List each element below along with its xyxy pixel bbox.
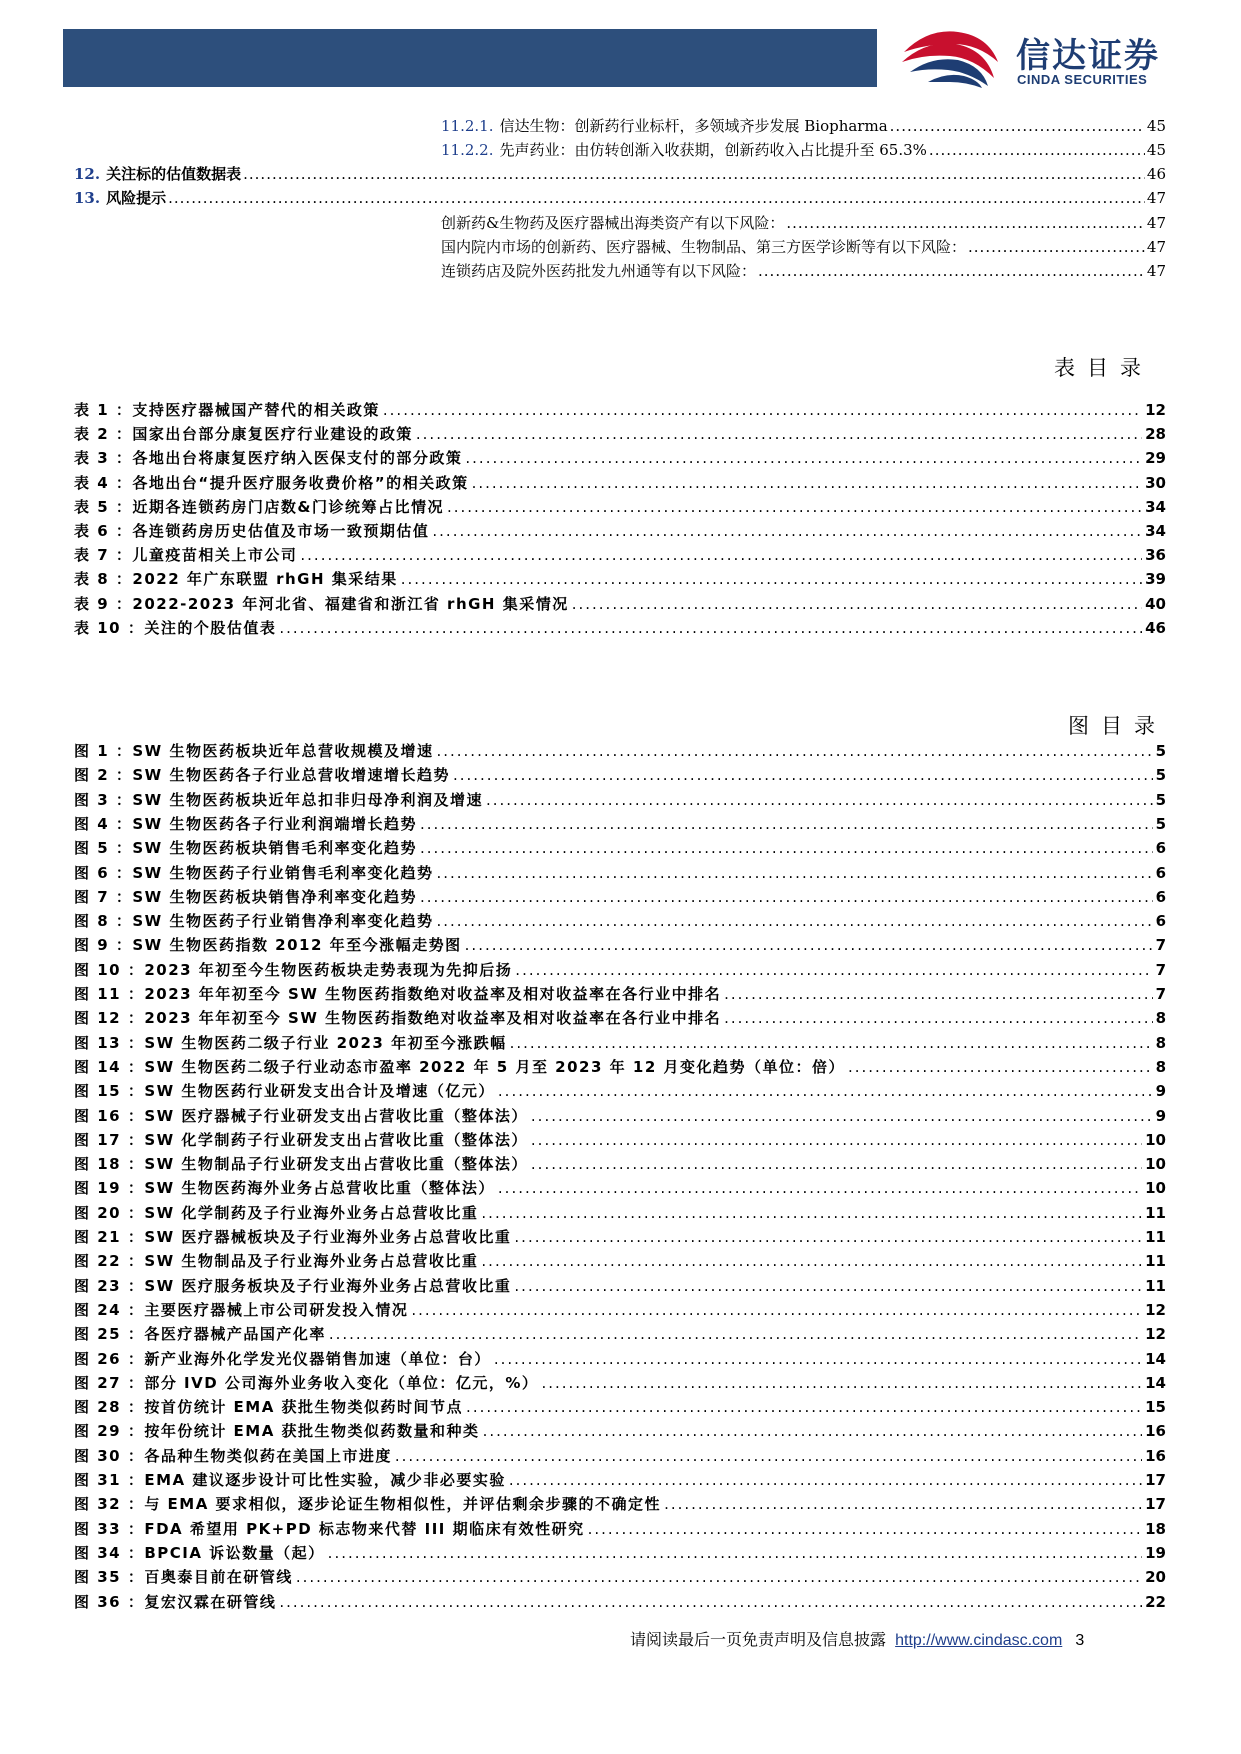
- list-item-label: 图 12 ：2023 年年初至今 SW 生物医药指数绝对收益率及相对收益率在各行业中排名: [74, 1009, 722, 1028]
- list-item-page: 11: [1145, 1203, 1166, 1222]
- list-item-label: 图 19 ：SW 生物医药海外业务占总营收比重（整体法）: [74, 1179, 495, 1198]
- list-item-label: 图 20 ：SW 化学制药及子行业海外业务占总营收比重: [74, 1203, 479, 1222]
- figure-list-item[interactable]: [74, 1519, 1166, 1541]
- figure-list-item[interactable]: [74, 1397, 1166, 1419]
- figure-list-item[interactable]: [74, 741, 1166, 763]
- list-item-page: 20: [1145, 1568, 1166, 1587]
- list-item-label: 图 13 ：SW 生物医药二级子行业 2023 年初至今涨跌幅: [74, 1033, 507, 1052]
- list-item-label: 图 22 ：SW 生物制品及子行业海外业务占总营收比重: [74, 1252, 479, 1271]
- figure-list-item[interactable]: [74, 1203, 1166, 1225]
- table-list-item[interactable]: [74, 497, 1166, 519]
- toc-page: 47: [1146, 262, 1166, 280]
- list-item-page: 7: [1155, 985, 1166, 1003]
- list-item-label: 表 3 ：各地出台将康复医疗纳入医保支付的部分政策: [74, 449, 463, 468]
- list-item-label: 图 23 ：SW 医疗服务板块及子行业海外业务占总营收比重: [74, 1276, 512, 1295]
- toc-entry[interactable]: [441, 237, 1166, 259]
- toc-page: 47: [1146, 189, 1166, 207]
- list-item-page: 5: [1155, 742, 1166, 760]
- figure-list-item[interactable]: [74, 1081, 1166, 1103]
- list-item-label: 图 35 ：百奥泰目前在研管线: [74, 1568, 293, 1587]
- list-item-page: 36: [1145, 546, 1166, 565]
- list-item-label: 图 27 ：部分 IVD 公司海外业务收入变化（单位：亿元，%）: [74, 1373, 539, 1392]
- figure-list-item[interactable]: [74, 1567, 1166, 1589]
- list-item-label: 图 24 ：主要医疗器械上市公司研发投入情况: [74, 1300, 409, 1319]
- list-item-page: 34: [1145, 522, 1166, 540]
- toc-title: 信达生物：创新药行业标杆，多领域齐步发展 Biopharma: [499, 117, 888, 135]
- list-item-page: 30: [1145, 473, 1166, 492]
- list-item-page: 11: [1145, 1276, 1166, 1295]
- list-item-label: 图 4 ：SW 生物医药各子行业利润端增长趋势: [74, 814, 417, 833]
- table-list-item[interactable]: [74, 473, 1166, 495]
- table-list-item[interactable]: [74, 424, 1166, 446]
- list-item-label: 表 8 ：2022 年广东联盟 rhGH 集采结果: [74, 570, 398, 589]
- list-item-label: 图 1 ：SW 生物医药板块近年总营收规模及增速: [74, 742, 434, 760]
- tables-heading: 表目录: [1054, 356, 1153, 380]
- list-item-label: 图 26 ：新产业海外化学发光仪器销售加速（单位：台）: [74, 1349, 491, 1368]
- list-item-page: 6: [1155, 887, 1166, 906]
- figure-list-item[interactable]: [74, 1178, 1166, 1200]
- list-item-page: 16: [1145, 1446, 1166, 1465]
- list-item-page: 10: [1145, 1155, 1166, 1174]
- list-item-label: 图 5 ：SW 生物医药板块销售毛利率变化趋势: [74, 839, 417, 858]
- list-item-label: 图 15 ：SW 生物医药行业研发支出合计及增速（亿元）: [74, 1082, 495, 1101]
- cinda-logo-icon: [898, 22, 1008, 90]
- figure-list-item[interactable]: [74, 1008, 1166, 1030]
- list-item-label: 图 25 ：各医疗器械产品国产化率: [74, 1325, 326, 1344]
- list-item-label: 图 33 ：FDA 希望用 PK+PD 标志物来代替 III 期临床有效性研究: [74, 1519, 585, 1538]
- list-item-label: 图 21 ：SW 医疗器械板块及子行业海外业务占总营收比重: [74, 1228, 512, 1246]
- figure-list-item[interactable]: [74, 1592, 1166, 1614]
- table-list-item[interactable]: [74, 521, 1166, 543]
- list-item-page: 12: [1145, 1300, 1166, 1319]
- website-link[interactable]: http://www.cindasc.com: [895, 1632, 1063, 1649]
- list-item-label: 表 5 ：近期各连锁药房门店数&门诊统筹占比情况: [74, 497, 444, 516]
- list-item-page: 10: [1145, 1179, 1166, 1198]
- figure-list-item[interactable]: [74, 1373, 1166, 1395]
- figure-list-item[interactable]: [74, 1324, 1166, 1346]
- toc-page: 45: [1146, 141, 1166, 159]
- toc-page: 47: [1146, 238, 1166, 256]
- figure-list-item[interactable]: [74, 1154, 1166, 1176]
- list-item-label: 图 9 ：SW 生物医药指数 2012 年至今涨幅走势图: [74, 936, 462, 955]
- list-item-page: 6: [1155, 839, 1166, 858]
- list-item-label: 图 30 ：各品种生物类似药在美国上市进度: [74, 1446, 392, 1465]
- list-item-page: 8: [1155, 1033, 1166, 1052]
- list-item-page: 5: [1155, 814, 1166, 833]
- logo-english-name: CINDA SECURITIES: [1017, 72, 1148, 87]
- list-item-page: 29: [1145, 449, 1166, 468]
- toc-page: 45: [1146, 117, 1166, 135]
- list-item-label: 图 31 ：EMA 建议逐步设计可比性实验，减少非必要实验: [74, 1471, 506, 1489]
- toc-entry[interactable]: [441, 261, 1166, 283]
- list-item-page: 9: [1155, 1106, 1166, 1125]
- figure-list-item[interactable]: [74, 1421, 1166, 1443]
- table-list-item[interactable]: [74, 569, 1166, 591]
- toc-entry[interactable]: [441, 116, 1166, 138]
- list-item-label: 图 18 ：SW 生物制品子行业研发支出占营收比重（整体法）: [74, 1155, 528, 1174]
- disclaimer-text: 请阅读最后一页免责声明及信息披露: [630, 1630, 887, 1649]
- list-item-label: 表 6 ：各连锁药房历史估值及市场一致预期估值: [74, 522, 430, 540]
- list-item-page: 6: [1155, 912, 1166, 931]
- list-item-label: 表 10 ：关注的个股估值表: [74, 618, 277, 637]
- list-item-page: 39: [1145, 570, 1166, 589]
- figure-list-item[interactable]: [74, 765, 1166, 787]
- toc-entry[interactable]: [441, 140, 1166, 162]
- figure-list-item[interactable]: [74, 1446, 1166, 1468]
- list-item-label: 图 16 ：SW 医疗器械子行业研发支出占营收比重（整体法）: [74, 1106, 528, 1125]
- list-item-page: 9: [1155, 1082, 1166, 1101]
- list-item-label: 图 17 ：SW 化学制药子行业研发支出占营收比重（整体法）: [74, 1130, 528, 1149]
- list-item-label: 图 3 ：SW 生物医药板块近年总扣非归母净利润及增速: [74, 790, 483, 809]
- figure-list-item[interactable]: [74, 911, 1166, 933]
- figure-list-item[interactable]: [74, 1543, 1166, 1565]
- figure-list-item[interactable]: [74, 1057, 1166, 1079]
- list-item-page: 18: [1145, 1519, 1166, 1538]
- figure-list-item[interactable]: [74, 1470, 1166, 1492]
- toc-title: 关注标的估值数据表: [106, 165, 242, 183]
- figure-list-item[interactable]: [74, 1106, 1166, 1128]
- toc-number: 13.: [74, 189, 101, 207]
- list-item-label: 图 32 ：与 EMA 要求相似，逐步论证生物相似性，并评估剩余步骤的不确定性: [74, 1495, 662, 1514]
- toc-title: 创新药&生物药及医疗器械出海类资产有以下风险：: [441, 214, 785, 232]
- list-item-label: 图 14 ：SW 生物医药二级子行业动态市盈率 2022 年 5 月至 2023 年 12 月变化趋势（单位：倍）: [74, 1057, 845, 1076]
- list-item-label: 图 28 ：按首仿统计 EMA 获批生物类似药时间节点: [74, 1398, 464, 1417]
- figure-list-item[interactable]: [74, 1276, 1166, 1298]
- toc-entry[interactable]: [74, 188, 1166, 210]
- list-item-page: 10: [1145, 1130, 1166, 1149]
- list-item-label: 表 1 ：支持医疗器械国产替代的相关政策: [74, 401, 380, 419]
- list-item-page: 46: [1145, 618, 1166, 637]
- toc-title: 先声药业：由仿转创渐入收获期，创新药收入占比提升至 65.3%: [499, 141, 927, 159]
- list-item-label: 图 29 ：按年份统计 EMA 获批生物类似药数量和种类: [74, 1422, 480, 1441]
- cinda-logo: [898, 22, 1198, 92]
- list-item-page: 8: [1155, 1057, 1166, 1076]
- list-item-page: 11: [1145, 1252, 1166, 1271]
- list-item-label: 图 34 ：BPCIA 诉讼数量（起）: [74, 1543, 325, 1562]
- list-item-page: 16: [1145, 1422, 1166, 1441]
- toc-entry[interactable]: [74, 164, 1166, 186]
- figure-list-item[interactable]: [74, 814, 1166, 836]
- list-item-page: 7: [1155, 936, 1166, 955]
- figure-list-item[interactable]: [74, 790, 1166, 812]
- figure-list-item[interactable]: [74, 1349, 1166, 1371]
- list-item-page: 19: [1145, 1543, 1166, 1562]
- list-item-label: 图 10 ：2023 年初至今生物医药板块走势表现为先抑后扬: [74, 960, 513, 979]
- toc-title: 风险提示: [106, 189, 167, 207]
- header-bar: [63, 29, 877, 87]
- figure-list-item[interactable]: [74, 1227, 1166, 1249]
- list-item-page: 7: [1155, 960, 1166, 979]
- page-footer: [630, 1627, 1084, 1650]
- list-item-label: 图 36 ：复宏汉霖在研管线: [74, 1592, 277, 1611]
- list-item-label: 图 7 ：SW 生物医药板块销售净利率变化趋势: [74, 887, 417, 906]
- figure-list-item[interactable]: [74, 1494, 1166, 1516]
- toc-number: 11.2.1.: [441, 117, 494, 135]
- figure-list-item[interactable]: [74, 1130, 1166, 1152]
- page-number: 3: [1075, 1632, 1085, 1649]
- figure-list-item[interactable]: [74, 935, 1166, 957]
- figure-list-item[interactable]: [74, 1033, 1166, 1055]
- table-list-item[interactable]: [74, 400, 1166, 422]
- list-item-page: 11: [1145, 1228, 1166, 1246]
- toc-page: 46: [1146, 165, 1166, 183]
- figure-list-item[interactable]: [74, 863, 1166, 885]
- list-item-page: 5: [1155, 790, 1166, 809]
- toc-title: 国内院内市场的创新药、医疗器械、生物制品、第三方医学诊断等有以下风险：: [441, 238, 967, 256]
- figures-heading: 图目录: [1068, 714, 1167, 738]
- list-item-label: 表 2 ：国家出台部分康复医疗行业建设的政策: [74, 425, 413, 444]
- list-item-page: 5: [1155, 766, 1166, 785]
- figure-list-item[interactable]: [74, 1251, 1166, 1273]
- toc-title: 连锁药店及院外医药批发九州通等有以下风险：: [441, 262, 757, 280]
- list-item-label: 表 7 ：儿童疫苗相关上市公司: [74, 546, 298, 565]
- list-item-page: 12: [1145, 401, 1166, 419]
- figure-list-item[interactable]: [74, 1300, 1166, 1322]
- table-list-item[interactable]: [74, 448, 1166, 470]
- list-item-label: 表 4 ：各地出台“提升医疗服务收费价格”的相关政策: [74, 473, 469, 492]
- list-item-label: 图 6 ：SW 生物医药子行业销售毛利率变化趋势: [74, 863, 434, 882]
- list-item-page: 8: [1155, 1009, 1166, 1028]
- list-item-label: 表 9 ：2022-2023 年河北省、福建省和浙江省 rhGH 集采情况: [74, 594, 569, 613]
- list-item-page: 15: [1145, 1398, 1166, 1417]
- list-item-page: 28: [1145, 425, 1166, 444]
- toc-number: 11.2.2.: [441, 141, 494, 159]
- list-item-page: 6: [1155, 863, 1166, 882]
- toc-page: 47: [1146, 214, 1166, 232]
- toc-entry[interactable]: [441, 213, 1166, 235]
- list-item-label: 图 2 ：SW 生物医药各子行业总营收增速增长趋势: [74, 766, 450, 785]
- figure-list-item[interactable]: [74, 887, 1166, 909]
- list-item-page: 12: [1145, 1325, 1166, 1344]
- figure-list-item[interactable]: [74, 960, 1166, 982]
- list-item-label: 图 8 ：SW 生物医药子行业销售净利率变化趋势: [74, 912, 434, 931]
- list-item-label: 图 11 ：2023 年年初至今 SW 生物医药指数绝对收益率及相对收益率在各行业中排名: [74, 985, 722, 1003]
- list-item-page: 14: [1145, 1349, 1166, 1368]
- toc-number: 12.: [74, 165, 101, 183]
- list-item-page: 17: [1145, 1495, 1166, 1514]
- figure-list-item[interactable]: [74, 984, 1166, 1006]
- table-list-item[interactable]: [74, 594, 1166, 616]
- figure-list-item[interactable]: [74, 838, 1166, 860]
- list-item-page: 40: [1145, 594, 1166, 613]
- table-list-item[interactable]: [74, 545, 1166, 567]
- list-item-page: 22: [1145, 1592, 1166, 1611]
- list-item-page: 14: [1145, 1373, 1166, 1392]
- list-item-page: 34: [1145, 497, 1166, 516]
- list-item-page: 17: [1145, 1471, 1166, 1489]
- table-list-item[interactable]: [74, 618, 1166, 640]
- logo-chinese-name: 信达证券: [1016, 36, 1160, 76]
